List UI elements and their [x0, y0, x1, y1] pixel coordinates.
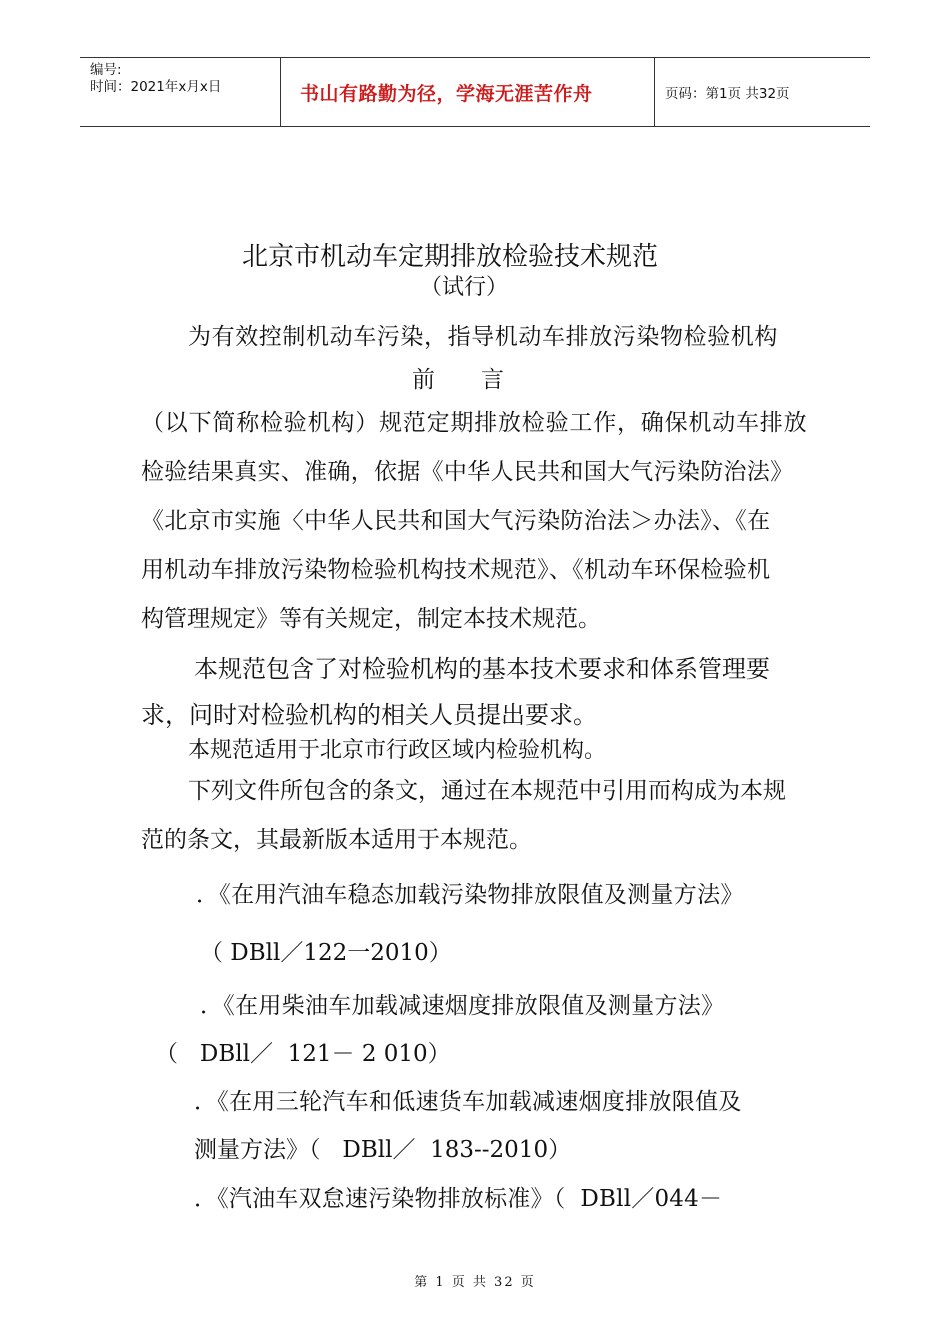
body-line: 为有效控制机动车污染，指导机动车排放污染物检验机构 — [188, 324, 778, 350]
body-line: 构管理规定》等有关规定，制定本技术规范。 — [141, 606, 601, 632]
time-label: 时间：2021年x月x日 — [90, 79, 222, 95]
preface-heading: 前 言 — [412, 367, 504, 393]
reference-item: 测量方法》（ DBll／ 183--2010） — [194, 1137, 572, 1163]
reference-item: ．《在用柴油车加载减速烟度排放限值及测量方法》 — [200, 993, 725, 1019]
body-line: 范的条文，其最新版本适用于本规范。 — [141, 827, 532, 853]
header-meta — [80, 58, 281, 126]
body-line: 求，问时对检验机构的相关人员提出要求。 — [141, 701, 597, 729]
body-line: 检验结果真实、准确，依据《中华人民共和国大气污染防治法》 — [141, 459, 794, 485]
document-header — [80, 57, 870, 127]
reference-item: ．《汽油车双怠速污染物排放标准》（ DBll／044－ — [194, 1186, 723, 1212]
body-line: 下列文件所包含的条文，通过在本规范中引用而构成为本规 — [188, 778, 786, 804]
reference-code: （ DBll／ 121－ 2 010） — [155, 1041, 451, 1067]
reference-item: ．《在用三轮汽车和低速货车加载减速烟度排放限值及 — [194, 1089, 742, 1115]
header-page-info: 页码：第1页 共32页 — [665, 86, 790, 102]
body-line: 用机动车排放污染物检验机构技术规范》、《机动车环保检验机 — [141, 557, 771, 583]
reference-item: ．《在用汽油车稳态加载污染物排放限值及测量方法》 — [196, 882, 744, 908]
body-line: 本规范适用于北京市行政区域内检验机构。 — [188, 738, 607, 763]
body-line: （以下简称检验机构）规范定期排放检验工作，确保机动车排放 — [141, 410, 808, 436]
number-label: 编号: — [90, 62, 122, 78]
page-footer: 第 1 页 共 32 页 — [414, 1275, 536, 1290]
header-motto: 书山有路勤为径，学海无涯苦作舟 — [281, 58, 655, 126]
doc-subtitle: （试行） — [420, 275, 509, 300]
body-line: 《北京市实施〈中华人民共和国大气污染防治法＞办法》、《在 — [141, 508, 771, 534]
doc-title: 北京市机动车定期排放检验技术规范 — [242, 242, 659, 272]
reference-code: （ DBll／122一2010） — [200, 940, 452, 966]
body-line: 本规范包含了对检验机构的基本技术要求和体系管理要 — [194, 655, 770, 683]
